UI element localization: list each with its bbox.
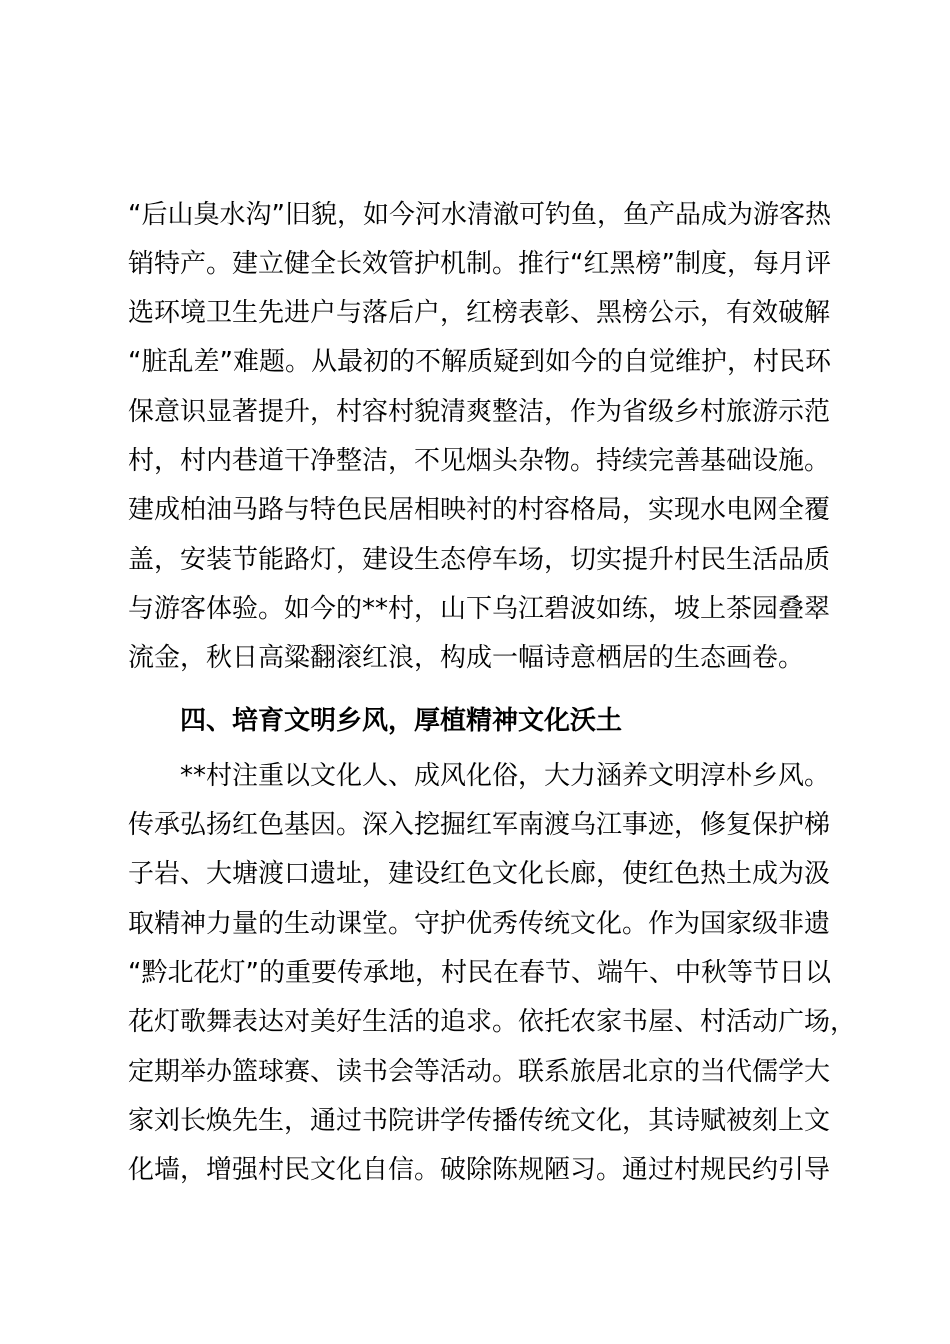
paragraph-line: 与游客体验。如今的**村，山下乌江碧波如练，坡上茶园叠翠 (128, 594, 831, 624)
paragraph-line: “后山臭水沟”旧貌，如今河水清澈可钓鱼，鱼产品成为游客热 (128, 200, 831, 230)
paragraph-line: 传承弘扬红色基因。深入挖掘红军南渡乌江事迹，修复保护梯 (128, 810, 831, 840)
paragraph-line: 化墙，增强村民文化自信。破除陈规陋习。通过村规民约引导 (128, 1155, 831, 1185)
paragraph-line: 花灯歌舞表达对美好生活的追求。依托农家书屋、村活动广场， (128, 1007, 857, 1037)
paragraph-line: 家刘长焕先生，通过书院讲学传播传统文化，其诗赋被刻上文 (128, 1106, 831, 1136)
paragraph-line: 流金，秋日高粱翻滚红浪，构成一幅诗意栖居的生态画卷。 (128, 643, 805, 673)
paragraph-line: 保意识显著提升，村容村貌清爽整洁，作为省级乡村旅游示范 (128, 397, 831, 427)
paragraph-line: 定期举办篮球赛、读书会等活动。联系旅居北京的当代儒学大 (128, 1057, 831, 1087)
paragraph-line: 子岩、大塘渡口遗址，建设红色文化长廊，使红色热土成为汲 (128, 859, 831, 889)
paragraph-line: 盖，安装节能路灯，建设生态停车场，切实提升村民生活品质 (128, 545, 831, 575)
paragraph-line: **村注重以文化人、成风化俗，大力涵养文明淳朴乡风。 (180, 761, 831, 791)
paragraph-line: 销特产。建立健全长效管护机制。推行“红黑榜”制度，每月评 (128, 249, 831, 279)
paragraph-line: 取精神力量的生动课堂。守护优秀传统文化。作为国家级非遗 (128, 909, 831, 939)
paragraph-line: 建成柏油马路与特色民居相映衬的村容格局，实现水电网全覆 (128, 495, 831, 525)
paragraph-line: 选环境卫生先进户与落后户，红榜表彰、黑榜公示，有效破解 (128, 298, 831, 328)
section-heading: 四、培育文明乡风，厚植精神文化沃土 (180, 706, 623, 736)
paragraph-line: 村，村内巷道干净整洁，不见烟头杂物。持续完善基础设施。 (128, 446, 831, 476)
paragraph-line: “黔北花灯”的重要传承地，村民在春节、端午、中秋等节日以 (128, 958, 831, 988)
paragraph-line: “脏乱差”难题。从最初的不解质疑到如今的自觉维护，村民环 (128, 347, 831, 377)
